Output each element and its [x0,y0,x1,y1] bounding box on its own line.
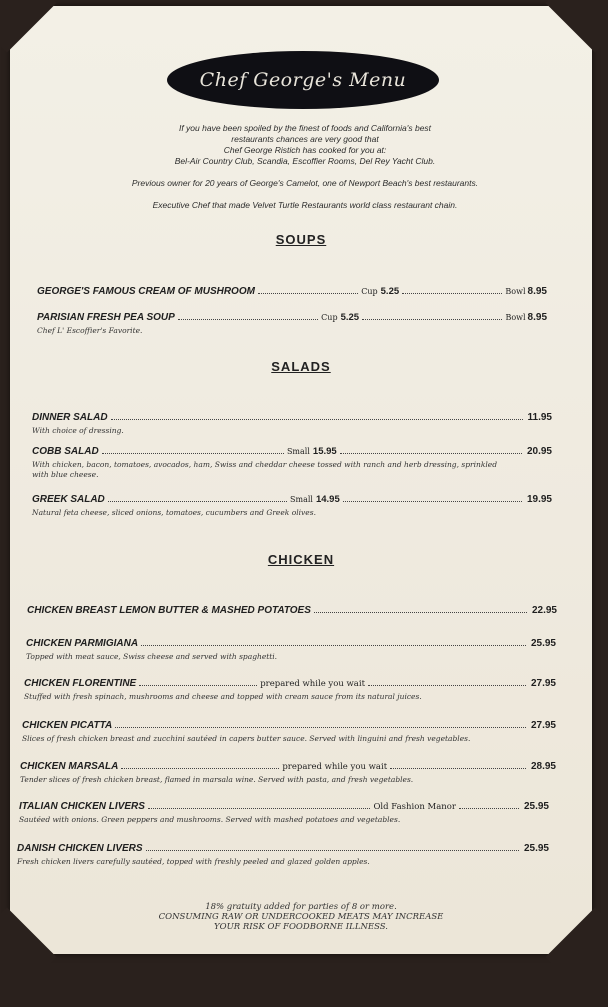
item-name: CHICKEN PARMIGIANA [26,638,139,649]
menu-item [19,799,549,813]
intro-paragraph [70,123,540,167]
item-name: GEORGE'S FAMOUS CREAM OF MUSHROOM [37,286,255,297]
item-description: With choice of dressing. [32,426,124,435]
cup-price: 5.25 [340,312,360,323]
gratuity-note: 18% gratuity added for parties of 8 or more. [205,902,397,912]
item-name: DANISH CHICKEN LIVERS [17,843,143,854]
leader-dots [111,410,523,420]
intro-line: Chef George Ristich has cooked for you at: [223,145,387,155]
bowl-label: Bowl [505,313,526,322]
small-price: 14.95 [315,494,340,505]
menu-title: Chef George's Menu [199,69,407,91]
item-description: Chef L' Escoffier's Favorite. [37,326,143,335]
bowl-price: 8.95 [527,312,547,323]
menu-item [32,492,552,506]
menu-item [37,310,547,324]
menu-item [32,410,552,424]
leader-dots [115,718,526,728]
food-safety-warning: YOUR RISK OF FOODBORNE ILLNESS. [214,922,388,932]
small-price: 15.95 [312,446,337,457]
item-description: Topped with meat sauce, Swiss cheese and served with spaghetti. [26,652,278,661]
menu-item [17,841,549,855]
corner-holder-top-left [0,0,56,52]
item-description: Tender slices of fresh chicken breast, flamed in marsala wine. Served with pasta, and fresh vegetables. [20,775,414,784]
menu-item [37,284,547,298]
leader-dots [390,759,526,769]
item-name: GREEK SALAD [32,494,105,505]
leader-dots [258,284,358,294]
item-description: Stuffed with fresh spinach, mushrooms and cheese and topped with cream sauce from its natural juices. [24,692,422,701]
section-title-soups: SOUPS [275,232,327,247]
leader-dots [121,759,279,769]
leader-dots [368,676,526,686]
bowl-price: 8.95 [527,286,547,297]
item-name: DINNER SALAD [32,412,108,423]
menu-item [24,676,556,690]
item-price: 25.95 [523,843,549,854]
item-name: CHICKEN PICATTA [22,720,113,731]
intro-line: Previous owner for 20 years of George's Camelot, one of Newport Beach's best restaurants. [131,178,479,188]
leader-dots [102,444,284,454]
item-name: PARISIAN FRESH PEA SOUP [37,312,175,323]
item-price: 19.95 [526,494,552,505]
menu-page [10,6,592,954]
food-safety-warning: CONSUMING RAW OR UNDERCOOKED MEATS MAY INCREASE [158,912,444,922]
item-note: prepared while you wait [282,762,388,772]
item-price: 20.95 [526,446,552,457]
item-name: COBB SALAD [32,446,99,457]
item-price: 27.95 [530,720,556,731]
item-description: with blue cheese. [32,470,99,479]
cup-price: 5.25 [380,286,400,297]
section-title-salads: SALADS [271,359,331,374]
item-description: Slices of fresh chicken breast and zucchini sautéed in capers butter sauce. Served with linguini and fresh vegetables. [22,734,471,743]
menu-title-banner [167,51,439,109]
item-name: CHICKEN MARSALA [20,761,119,772]
intro-line: Executive Chef that made Velvet Turtle Restaurants world class restaurant chain. [152,200,458,210]
menu-item [27,603,557,617]
item-name: CHICKEN FLORENTINE [24,678,137,689]
leader-dots [343,492,522,502]
item-price: 11.95 [527,412,552,423]
leader-dots [141,636,526,646]
bowl-label: Bowl [505,287,526,296]
small-label: Small [290,495,313,504]
item-description: Sautéed with onions. Green peppers and mushrooms. Served with mashed potatoes and vegetables. [19,815,401,824]
item-price: 22.95 [531,605,557,616]
leader-dots [108,492,287,502]
leader-dots [459,799,519,809]
cup-label: Cup [361,287,378,296]
intro-line: Bel-Air Country Club, Scandia, Escoffier Rooms, Del Rey Yacht Club. [174,156,436,166]
menu-item [20,759,556,773]
item-description: With chicken, bacon, tomatoes, avocados, ham, Swiss and cheddar cheese tossed with ranch and herb dressing, sprinkled [32,460,498,469]
small-label: Small [286,447,310,456]
item-description: Fresh chicken livers carefully sautéed, topped with freshly peeled and glazed golden apples. [17,857,370,866]
leader-dots [178,310,318,320]
leader-dots [146,841,519,851]
leader-dots [402,284,502,294]
menu-item [26,636,556,650]
section-title-chicken: CHICKEN [267,552,335,567]
leader-dots [139,676,257,686]
item-name: ITALIAN CHICKEN LIVERS [19,801,145,812]
item-price: 25.95 [530,638,556,649]
leader-dots [340,444,522,454]
leader-dots [148,799,371,809]
intro-line: restaurants chances are very good that [231,134,379,144]
item-price: 25.95 [523,801,549,812]
item-name: CHICKEN BREAST LEMON BUTTER & MASHED POTATOES [27,605,311,616]
item-price: 28.95 [530,761,556,772]
leader-dots [314,603,527,613]
corner-holder-top-right [546,0,608,52]
intro-line: If you have been spoiled by the finest of foods and California's best [178,123,432,133]
leader-dots [362,310,502,320]
menu-item [32,444,552,458]
item-note: Old Fashion Manor [373,802,456,812]
item-note: prepared while you wait [260,679,366,689]
menu-item [22,718,556,732]
item-price: 27.95 [530,678,556,689]
item-description: Natural feta cheese, sliced onions, tomatoes, cucumbers and Greek olives. [32,508,316,517]
footer-notice [10,902,592,932]
cup-label: Cup [321,313,338,322]
